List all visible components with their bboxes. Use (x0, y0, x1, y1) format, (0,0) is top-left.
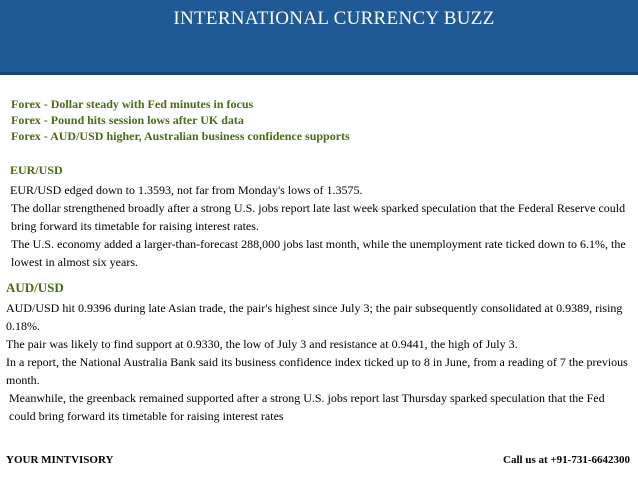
audusd-paragraph: AUD/USD hit 0.9396 during late Asian trade, the pair's highest since July 3; the pair subsequently consolidated at 0.9389, rising 0.18%. (6, 301, 623, 333)
page-title: INTERNATIONAL CURRENCY BUZZ (173, 8, 495, 29)
header-bar (0, 0, 638, 75)
headline-list (11, 96, 350, 144)
footer-contact: Call us at +91-731-6642300 (503, 454, 630, 466)
audusd-paragraph: In a report, the National Australia Bank said its business confidence index ticked up to 8 in June, from a reading of 7 the previous month. (6, 355, 628, 387)
headline-item: Forex - Dollar steady with Fed minutes in focus (11, 97, 254, 111)
eurusd-section (9, 162, 634, 271)
audusd-heading: AUD/USD (6, 280, 64, 295)
audusd-paragraph: The pair was likely to find support at 0.9330, the low of July 3 and resistance at 0.9441, the high of July 3. (6, 337, 518, 351)
eurusd-paragraph: The U.S. economy added a larger-than-forecast 288,000 jobs last month, while the unemployment rate ticked down to 6.1%, the lowest in almost six years. (11, 237, 626, 269)
eurusd-paragraph: EUR/USD edged down to 1.3593, not far from Monday's lows of 1.3575. (10, 183, 363, 197)
eurusd-paragraph: The dollar strengthened broadly after a strong U.S. jobs report late last week sparked speculation that the Federal Reserve could bring forward its timetable for raising interest rates. (11, 201, 626, 233)
eurusd-heading: EUR/USD (10, 163, 63, 177)
audusd-paragraph: Meanwhile, the greenback remained supported after a strong U.S. jobs report last Thursday sparked speculation that the Fed could bring forward its timetable for raising interest rates (9, 391, 605, 423)
audusd-section (6, 280, 634, 425)
headline-item: Forex - Pound hits session lows after UK data (11, 113, 244, 127)
footer-brand: YOUR MINTVISORY (6, 454, 114, 466)
headline-item: Forex - AUD/USD higher, Australian business confidence supports (11, 129, 350, 143)
